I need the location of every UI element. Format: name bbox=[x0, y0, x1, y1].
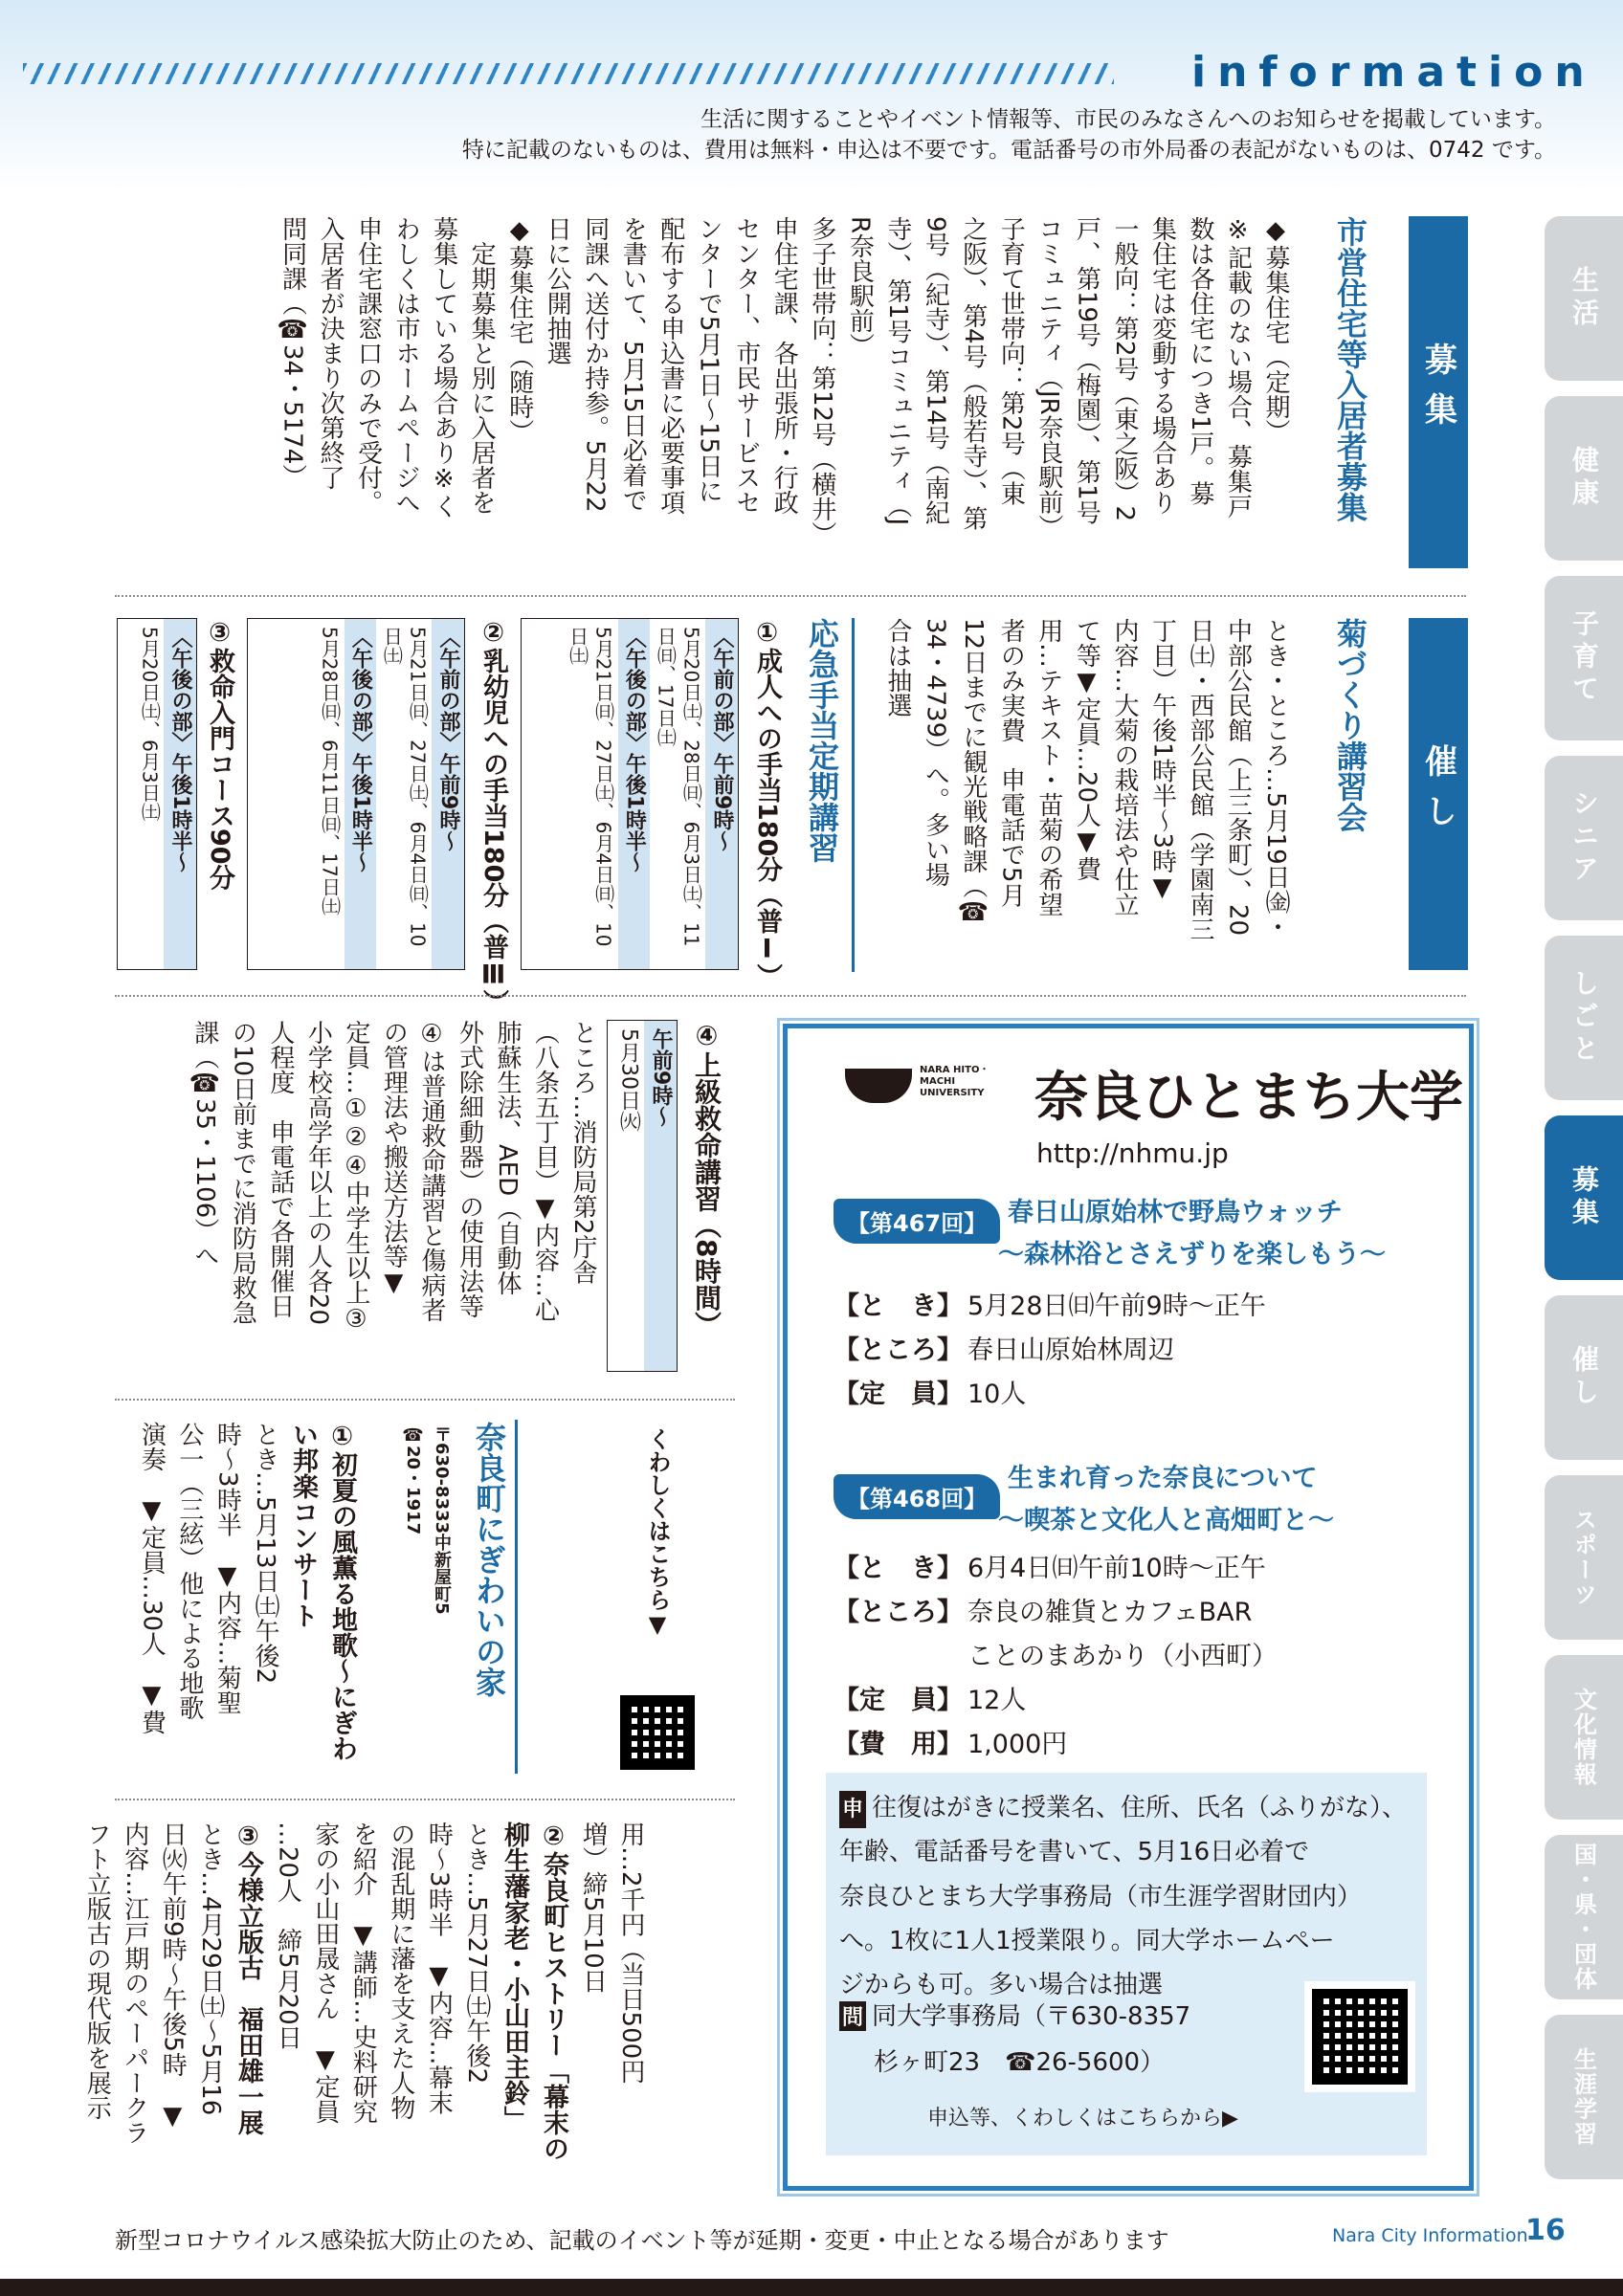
boshu-line: ◆募集住宅（定期） bbox=[1261, 216, 1290, 444]
course-2-header: 〈午前の部〉午前9時～ bbox=[432, 619, 464, 969]
nigiwai-event-3-line: とき…4月29日㈯～5月16 bbox=[195, 1821, 225, 2116]
boshu-line: 申住宅課、各出張所・行政 bbox=[769, 216, 799, 515]
boshu-line: 子育て世帯向：第2号（東 bbox=[996, 216, 1026, 506]
episode-467-label: 【ところ】 bbox=[834, 1336, 963, 1365]
episode-468-label: 【定 員】 bbox=[834, 1686, 963, 1715]
nigiwai-event-3-title: ③今様立版古 福田雄一展 bbox=[233, 1821, 263, 2135]
section-hatch-moyoshi: 催し bbox=[1409, 618, 1468, 970]
nigiwai-event-2-title: ②奈良町ヒストリー「幕末の柳生藩家老・小山田主鈴」 bbox=[499, 1821, 568, 2161]
nigiwai-event-2-line: の混乱期に藩を支えた人物 bbox=[386, 1821, 415, 2120]
episode-468-row bbox=[834, 1591, 1278, 1635]
boshu-line: 数は各住宅につき1戸。募 bbox=[1185, 216, 1214, 506]
course-1-table bbox=[521, 618, 739, 970]
divider-1 bbox=[115, 595, 1466, 597]
boshu-line: 之阪）、第4号（般若寺）、第 bbox=[958, 216, 988, 531]
apply-line: 奈良ひとまち大学事務局（市生涯学習財団内） bbox=[839, 1882, 1363, 1911]
episode-468-badge: 【第468回】 bbox=[834, 1474, 1000, 1519]
boshu-line: を書いて、5月15日必着で bbox=[618, 216, 648, 513]
nigiwai-address: 〒630-8333中新屋町5 bbox=[432, 1425, 452, 1615]
episode-468-value: 1,000円 bbox=[967, 1730, 1068, 1759]
boshu-line: 一般向：第2号（東之阪）2 bbox=[1109, 216, 1139, 522]
episode-468-value: 12人 bbox=[967, 1686, 1027, 1715]
kiku-line: 用…テキスト・苗菊の希望 bbox=[1034, 618, 1063, 916]
apply-badge: 申 bbox=[839, 1791, 866, 1828]
episode-467-label: 【と き】 bbox=[834, 1292, 963, 1321]
jokyu-title: ④上級救命講習（8時間） bbox=[691, 1020, 723, 1338]
boshu-line: 寺）、第1号コミュニティ（J bbox=[882, 216, 912, 526]
nigiwai-qr-label: くわしくはこちら▼ bbox=[644, 1427, 671, 1638]
episode-468-title-1: 生まれ育った奈良について bbox=[1008, 1464, 1318, 1493]
episode-468-label: 【ところ】 bbox=[834, 1598, 963, 1627]
tab-7[interactable]: 催し bbox=[1545, 1295, 1623, 1460]
footer-rule bbox=[0, 2279, 1623, 2296]
nigiwai-event-1-line: とき…5月13日㈯午後2 bbox=[250, 1422, 279, 1685]
jokyu-line: ところ…消防局第2庁舎 bbox=[568, 1020, 597, 1285]
tab-11[interactable]: 生涯学習 bbox=[1545, 2015, 1623, 2179]
kiku-line: 合は抽選 bbox=[882, 618, 912, 718]
boshu-body bbox=[273, 216, 1294, 580]
ad-qr-caption[interactable]: 申込等、くわしくはこちらから▶ bbox=[927, 2107, 1238, 2130]
jokyu-line: 課（☎35・1106）へ bbox=[189, 1020, 219, 1269]
header-subtitle-1: 生活に関することやイベント情報等、市民のみなさんへのお知らせを掲載しています。 bbox=[700, 107, 1556, 132]
tab-3[interactable]: 子育て bbox=[1545, 576, 1623, 740]
nigiwai-event-3-line: 日㈫午前9時～午後5時 ▼ bbox=[158, 1821, 188, 2131]
episode-467-row bbox=[834, 1285, 1266, 1329]
tab-8[interactable]: スポーツ bbox=[1545, 1475, 1623, 1640]
nigiwai-event-1-cont-line: 用…2千円（当日500円 bbox=[616, 1821, 645, 2085]
episode-467-value: 10人 bbox=[967, 1380, 1027, 1409]
boshu-line: ※記載のない場合、募集戸 bbox=[1223, 216, 1253, 519]
course-1-title: ①成人への手当180分（普Ⅰ） bbox=[752, 618, 782, 990]
kiku-line: とき・ところ…5月19日㈮・ bbox=[1261, 618, 1290, 939]
episode-468-label: 【費 用】 bbox=[834, 1730, 963, 1759]
boshu-line: 同課へ送付か持参。5月22 bbox=[580, 216, 610, 513]
apply-panel bbox=[826, 1773, 1427, 2155]
nhmu-ad bbox=[783, 1024, 1474, 2191]
nigiwai-event-2-line: 家の小山田晟さん ▼定員 bbox=[310, 1821, 340, 2124]
boshu-line: 9号（紀寺）、第14号（南紀 bbox=[921, 216, 950, 525]
boshu-line: 日に公開抽選 bbox=[543, 216, 572, 365]
contact-badge: 問 bbox=[839, 2001, 866, 2031]
course-3-dates: 5月20日㈯、6月3日㈯ bbox=[138, 627, 162, 822]
tab-1[interactable]: 生活 bbox=[1545, 216, 1623, 381]
course-2-table bbox=[247, 618, 465, 970]
nigiwai-event-2-line: とき…5月27日㈯午後2 bbox=[461, 1821, 491, 2085]
episode-468-row bbox=[834, 1679, 1278, 1723]
nhmu-logo-icon bbox=[845, 1069, 912, 1103]
ad-qr-wrap bbox=[1304, 1981, 1415, 2092]
jokyu-date: 5月30日㈫ bbox=[616, 1028, 641, 1132]
nigiwai-event-2-line: を紹介 ▼講師…史料研究 bbox=[348, 1821, 378, 2124]
page-number: 16 bbox=[1525, 2214, 1566, 2247]
tab-10[interactable]: 国・県・団体 bbox=[1545, 1835, 1623, 1999]
boshu-line: 集住宅は変動する場合あり bbox=[1147, 216, 1177, 515]
nigiwai-qr-code[interactable] bbox=[620, 1695, 695, 1770]
nigiwai-event-2-line: …20人 締5月20日 bbox=[273, 1821, 302, 2050]
jokyu-time: 午前9時～ bbox=[644, 1021, 677, 1371]
divider-4 bbox=[115, 1799, 735, 1800]
course-2-header: 〈午後の部〉午後1時半～ bbox=[345, 619, 377, 969]
apply-line: へ。1枚に1人1授業限り。同大学ホームペー bbox=[839, 1926, 1335, 1955]
course-1-dates: 5月21日㈰、27日㈯、6月4日㈰、10日㈯ bbox=[566, 627, 615, 947]
boshu-line: 配布する申込書に必要事項 bbox=[656, 216, 685, 515]
header-slash-rule bbox=[23, 63, 1114, 84]
ad-qr-code[interactable] bbox=[1312, 1989, 1408, 2085]
boshu-title: 市営住宅等入居者募集 bbox=[1332, 216, 1368, 522]
jokyu-line: の10日前までに消防局救急 bbox=[228, 1020, 257, 1326]
apply-line: 往復はがきに授業名、住所、氏名（ふりがな）、 bbox=[872, 1794, 1408, 1822]
episode-467-row bbox=[834, 1373, 1266, 1417]
episode-468-details bbox=[834, 1547, 1278, 1767]
boshu-line: わしくは市ホームページへ bbox=[391, 216, 421, 515]
boshu-line: 多子世帯向：第12号（横井） bbox=[807, 216, 836, 547]
boshu-line: コミュニティ（JR奈良駅前） bbox=[1034, 216, 1063, 540]
boshu-line: 戸、第19号（梅園）、第1号 bbox=[1072, 216, 1101, 525]
episode-467-row bbox=[834, 1329, 1266, 1373]
nigiwai-event-3-line: 内容…江戸期のペーパークラ bbox=[120, 1821, 149, 2145]
kiku-body bbox=[878, 618, 1294, 982]
contact-line-1 bbox=[839, 1997, 1190, 2032]
course-3-table bbox=[117, 618, 197, 970]
apply-text bbox=[839, 1786, 1413, 2007]
episode-467-value: 春日山原始林周辺 bbox=[967, 1336, 1174, 1365]
tab-2[interactable]: 健康 bbox=[1545, 396, 1623, 561]
nhmu-logo-name: 奈良ひとまち大学 bbox=[1034, 1067, 1463, 1129]
course-1-header: 〈午前の部〉午前9時～ bbox=[705, 619, 738, 969]
boshu-line: 募集している場合あり※く bbox=[429, 216, 458, 519]
divider-3 bbox=[115, 1399, 735, 1401]
episode-468-value: ことのまあかり（小西町） bbox=[967, 1642, 1278, 1671]
nhmu-url[interactable]: http://nhmu.jp bbox=[1036, 1137, 1229, 1169]
episode-467-badge: 【第467回】 bbox=[834, 1199, 1000, 1244]
episode-468-title-2: ～喫茶と文化人と高畑町と～ bbox=[998, 1506, 1334, 1535]
nigiwai-event-2-line: 時～3時半 ▼内容…幕末 bbox=[424, 1821, 454, 2115]
kiku-line: 日㈯・西部公民館（学園南三 bbox=[1185, 618, 1214, 941]
episode-468-value: 奈良の雑貨とカフェBAR bbox=[967, 1598, 1253, 1627]
jokyu-line: 小学校高学年以上の人各20 bbox=[303, 1020, 333, 1326]
kiku-line: 34・4739）へ。多い場 bbox=[921, 618, 950, 888]
oukyu-title: 応急手当定期講習 bbox=[804, 618, 840, 863]
course-2-dates: 5月21日㈰、27日㈯、6月4日㈰、10日㈯ bbox=[380, 627, 430, 947]
boshu-line: 問同課（☎34・5174） bbox=[278, 216, 307, 490]
nigiwai-event-1 bbox=[132, 1422, 362, 1776]
nigiwai-event-1-cont-line: 増）締5月10日 bbox=[578, 1821, 608, 1994]
course-1-header: 〈午後の部〉午後1時半～ bbox=[618, 619, 651, 969]
tab-6[interactable]: 募集 bbox=[1545, 1115, 1623, 1280]
kiku-divider-bar bbox=[852, 618, 855, 972]
boshu-line: ◆募集住宅（随時） bbox=[504, 216, 534, 444]
jokyu-line: （八条五丁目）▼内容…心 bbox=[530, 1020, 560, 1322]
nigiwai-title: 奈良町にぎわいの家 bbox=[471, 1422, 507, 1697]
apply-lines bbox=[839, 1794, 1407, 1999]
jokyu-line: ④は普通救命講習と傷病者 bbox=[416, 1020, 446, 1322]
course-1-dates: 5月20日㈯、28日㈰、6月3日㈯、11日㈰、17日㈯ bbox=[654, 627, 703, 947]
kiku-title: 菊づくり講習会 bbox=[1332, 618, 1368, 832]
contact-text-1: 同大学事務局（〒630-8357 bbox=[872, 2002, 1191, 2031]
episode-468-row bbox=[834, 1635, 1278, 1679]
footer-brand: Nara City Information bbox=[1332, 2225, 1528, 2246]
header-subtitle-2: 特に記載のないものは、費用は無料・申込は不要です。電話番号の市外局番の表記がないものは、0742 です。 bbox=[461, 138, 1556, 163]
nigiwai-divider-bar bbox=[515, 1420, 518, 1774]
nigiwai-tel: ☎20・1917 bbox=[403, 1425, 423, 1535]
jokyu-line: 人程度 申電話で各開催日 bbox=[265, 1020, 295, 1318]
kiku-line: 12日までに観光戦略課（☎ bbox=[958, 618, 988, 928]
nigiwai-event-1-line: 公一（三絃）他による地歌 bbox=[174, 1422, 204, 1720]
jokyu-line: 外式除細動器）の使用法等 bbox=[455, 1020, 484, 1318]
nhmu-logo-small: NARA HITO・MACHI UNIVERSITY bbox=[920, 1065, 989, 1098]
episode-467-label: 【定 員】 bbox=[834, 1380, 963, 1409]
kiku-line: 中部公民館（上三条町）、20 bbox=[1223, 618, 1253, 937]
course-2-title: ②乳幼児への手当180分（普Ⅲ） bbox=[478, 618, 508, 1016]
course-3-title: ③救命入門コース90分 bbox=[205, 618, 234, 891]
boshu-line: 定期募集と別に入居者を bbox=[467, 216, 497, 515]
episode-468-value: 6月4日㈰午前10時～正午 bbox=[967, 1554, 1266, 1583]
contact-text-2: 杉ヶ町23 ☎26-5600） bbox=[874, 2048, 1166, 2077]
apply-line: 年齢、電話番号を書いて、5月16日必着で bbox=[839, 1838, 1310, 1867]
kiku-line: 丁目）午後1時半～3時▼ bbox=[1147, 618, 1177, 903]
jokyu-line: 定員…①②④中学生以上③ bbox=[341, 1020, 370, 1334]
section-hatch-boshu: 募集 bbox=[1409, 216, 1468, 568]
jokyu-table bbox=[607, 1020, 678, 1372]
tab-4[interactable]: シニア bbox=[1545, 756, 1623, 920]
footer-note: 新型コロナウイルス感染拡大防止のため、記載のイベント等が延期・変更・中止となる場合があります bbox=[115, 2227, 1169, 2254]
nigiwai-event-1-title: ①初夏の風薫る地歌～にぎわい邦楽コンサート bbox=[287, 1422, 357, 1761]
tab-5[interactable]: しごと bbox=[1545, 936, 1623, 1100]
jokyu-body bbox=[185, 1020, 601, 1383]
page-title: information bbox=[1191, 48, 1596, 97]
jokyu-line: の管理法や搬送方法等▼ bbox=[379, 1020, 409, 1297]
episode-467-value: 5月28日㈰午前9時～正午 bbox=[967, 1292, 1266, 1321]
episode-468-row bbox=[834, 1723, 1278, 1767]
episode-467-title-1: 春日山原始林で野鳥ウォッチ bbox=[1008, 1198, 1343, 1227]
boshu-line: 入居者が決まり次第終了 bbox=[316, 216, 345, 490]
divider-2 bbox=[115, 995, 1466, 997]
boshu-line: R奈良駅前） bbox=[845, 216, 875, 359]
nigiwai-event-2 bbox=[78, 1821, 649, 2185]
boshu-line: センター、市民サービスセ bbox=[731, 216, 761, 515]
nigiwai-event-3-line: フト立版古の現代版を展示 bbox=[82, 1821, 112, 2120]
course-3-header: 〈午後の部〉午後1時半～ bbox=[164, 619, 196, 969]
boshu-line: 申住宅課窓口のみで受付。 bbox=[353, 216, 383, 515]
episode-468-row bbox=[834, 1547, 1278, 1591]
kiku-line: 者のみ実費 申電話で5月 bbox=[996, 618, 1026, 908]
boshu-line: ンターで5月1日～15日に bbox=[694, 216, 723, 504]
kiku-line: 内容…大菊の栽培法や仕立 bbox=[1109, 618, 1139, 916]
kiku-line: て等▼定員…20人▼費 bbox=[1072, 618, 1101, 882]
nigiwai-event-1-line: 時～3時半 ▼内容…菊聖 bbox=[212, 1422, 242, 1715]
jokyu-line: 肺蘇生法、AED（自動体 bbox=[492, 1020, 522, 1296]
episode-467-title-2: ～森林浴とさえずりを楽しもう～ bbox=[998, 1240, 1386, 1269]
tab-9[interactable]: 文化情報 bbox=[1545, 1655, 1623, 1820]
apply-line: ジからも可。多い場合は抽選 bbox=[839, 1971, 1164, 2000]
episode-468-label: 【と き】 bbox=[834, 1554, 963, 1583]
nigiwai-event-1-line: 演奏 ▼定員…30人 ▼費 bbox=[137, 1422, 167, 1735]
course-2-dates: 5月28日㈰、6月11日㈰、17日㈯ bbox=[318, 627, 342, 916]
episode-467-details bbox=[834, 1285, 1266, 1417]
